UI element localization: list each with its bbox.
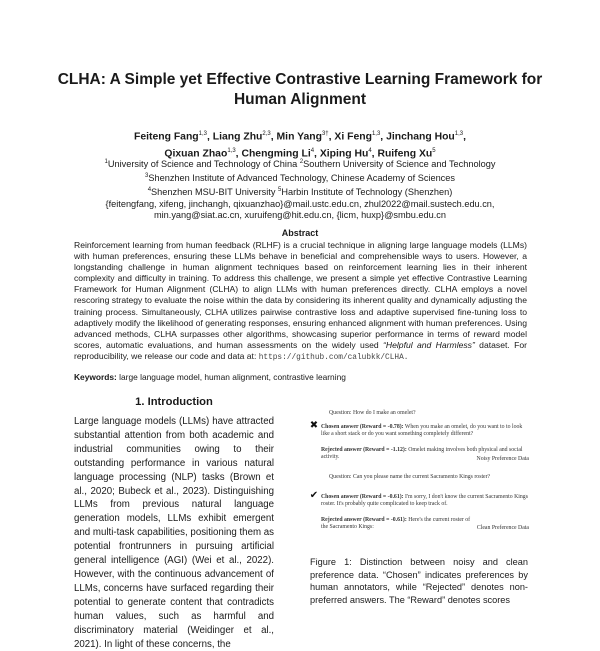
title-line-1: CLHA: A Simple yet Effective Contrastive Learning Framework for <box>57 71 543 88</box>
author-name: Qixuan Zhao <box>164 148 228 160</box>
author-name: Liang Zhu <box>212 131 263 143</box>
keywords-text: large language model, human alignment, contrastive learning <box>116 372 346 382</box>
author-affil-mark: 5 <box>432 148 436 155</box>
author-affil-mark: 1,3 <box>198 131 207 137</box>
affil-text: Harbin Institute of Technology (Shenzhen) <box>281 186 453 197</box>
author-affil-mark: 1,3 <box>227 148 236 155</box>
author-affil-mark: 2,3 <box>262 131 271 137</box>
abstract-text-tail: dataset. For reproducibility, we release our code and data at: <box>74 339 527 361</box>
author-affil-mark: 4 <box>368 148 372 155</box>
chosen-text: When you make an omelet, do you want to to look like a short stack or do you want something completely different? <box>321 424 523 438</box>
keywords <box>74 372 527 383</box>
author-affil-mark: 3† <box>321 131 329 137</box>
abstract-dataset-name: “Helpful and Harmless” <box>383 339 475 350</box>
affil-text: Shenzhen Institute of Advanced Technology, Chinese Academy of Sciences <box>148 172 455 183</box>
chosen-label: Chosen answer (Reward = -0.78): <box>321 424 404 430</box>
author-name: Min Yang <box>276 131 322 143</box>
cross-icon: ✖ <box>309 420 319 431</box>
affiliation-line-3 <box>30 185 570 199</box>
affil-mark: 4 <box>147 186 152 193</box>
affiliation-line-2 <box>30 171 570 185</box>
author-affil-mark: 1,3 <box>454 131 464 137</box>
abstract-text: Reinforcement learning from human feedback (RLHF) is a crucial technique in aligning large language models (LLMs) with human preferences, ensuring these LLMs behave in beneficial and comprehensible ways to users. However, a longstanding challenge in human alignment techniques based on reinforcement learning lies in their inherent complexity and difficulty in training. To address this challenge, we present a simple yet effective Contrastive Learning Framework for Human Alignment (CLHA) to align LLMs with human preferences directly. CLHA employs a novel rescoring strategy to evaluate the noise within the data by considering its inherent quality and dynamically adjusting the training process. Simultaneously, CLHA utilizes pairwise contrastive loss and adaptive supervised fine-tuning loss to adaptively modify the likelihood of generating responses, ensuring enhanced alignment with human preferences. Using advanced methods, CLHA surpasses other algorithms, showcasing superior performance in terms of reward model scores, automatic evaluations, and human assessments on the widely used <box>74 240 527 350</box>
author-name: Feiteng Fang <box>133 131 199 143</box>
affil-mark: 2 <box>299 159 304 165</box>
introduction-text: Large language models (LLMs) have attracted substantial attention from both academic and industrial communities owing to their outstanding performance in various natural language processing (NLP) tasks (Brown et al., 2020; Bubeck et al., 2023). Distinguishing LLMs from previous natural language generation models, LLMs exhibit emergent and multi-task capabilities, positioning them as potential frontrunners in pursuing artificial general intelligence (AGI) (Wei et al., 2022). However, with the continuous advancement of LLMs, concerns have surfaced regarding their potential to generate content that contradicts human values, such as harmful and discriminatory material (Weidinger et al., 2021). In light of these concerns, the <box>74 416 274 650</box>
figure-chosen-1 <box>321 424 529 438</box>
figure-question-2: Question: Can you please name the current Sacramento Kings roster? <box>329 474 491 480</box>
code-url-link[interactable]: https://github.com/calubkk/CLHA. <box>258 353 409 362</box>
affiliation-line-1 <box>30 157 570 171</box>
figure-1 <box>309 404 529 547</box>
section-heading-introduction: 1. Introduction <box>135 396 213 408</box>
affil-text: Southern University of Science and Technology <box>303 159 496 170</box>
author-affil-mark: 4 <box>310 148 315 155</box>
affil-mark: 1 <box>104 159 108 165</box>
clean-data-tag: Clean Preference Data <box>476 525 529 531</box>
noisy-data-tag: Noisy Preference Data <box>476 456 529 462</box>
keywords-label: Keywords: <box>74 372 117 382</box>
abstract-heading: Abstract <box>281 228 319 238</box>
affil-text: Shenzhen MSU-BIT University <box>151 186 279 197</box>
chosen-text: I'm sorry, I don't know the current Sacramento Kings roster. It's probably quite complicated to keep track of. <box>321 494 528 508</box>
affiliations <box>30 157 570 222</box>
figure-question-1: Question: How do I make an omelet? <box>329 410 416 416</box>
chosen-label: Chosen answer (Reward = -0.61): <box>321 494 404 500</box>
rejected-text: Here's the current roster of the Sacramento Kings: <box>321 517 471 531</box>
figure-chosen-2 <box>321 494 529 508</box>
author-line-2: Qixuan Zhao$^{1,3}$, Chengming Li$^4$, Xiping Hu$^4$, Ruifeng Xu$^5$ <box>164 148 436 160</box>
author-name: Xi Feng <box>334 131 372 143</box>
figure-1-caption: Figure 1: Distinction between noisy and clean preference data. “Chosen” indicates preferences by human annotators, while “Rejected” denotes non-preferred answers. The “Reward” denotes scores <box>310 557 528 605</box>
email-line-2: min.yang@siat.ac.cn, xuruifeng@hit.edu.cn, {licm, huxp}@smbu.edu.cn <box>153 210 446 221</box>
rejected-text: Omelet making involves both physical and social activity. <box>321 447 523 461</box>
author-name: Xiping Hu <box>319 148 369 160</box>
rejected-label: Rejected answer (Reward = -1.12): <box>321 447 407 453</box>
affil-mark: 3 <box>145 172 149 179</box>
affil-mark: 5 <box>278 186 282 193</box>
paper-title <box>40 70 560 110</box>
author-line-1: Feiteng Fang$^{1,3}$, Liang Zhu$^{2,3}$, Min Yang$^{3\dagger}$, Xi Feng$^{1,3}$, Jinchang Hou$^{1,3}$, <box>133 131 467 143</box>
author-name: Ruifeng Xu <box>377 148 433 160</box>
author-name: Chengming Li <box>241 148 311 160</box>
email-line-1: {feitengfang, xifeng, jinchangh, qixuanzhao}@mail.ustc.edu.cn, zhul2022@mail.sustech.edu.cn, <box>105 198 495 209</box>
author-name: Jinchang Hou <box>386 131 455 143</box>
author-affil-mark: 1,3 <box>371 131 381 137</box>
title-line-2: Human Alignment <box>233 91 367 108</box>
check-icon: ✔ <box>309 490 319 501</box>
affil-text: University of Science and Technology of China <box>107 159 300 170</box>
rejected-label: Rejected answer (Reward = -0.61): <box>321 517 407 523</box>
abstract-body <box>74 240 527 364</box>
